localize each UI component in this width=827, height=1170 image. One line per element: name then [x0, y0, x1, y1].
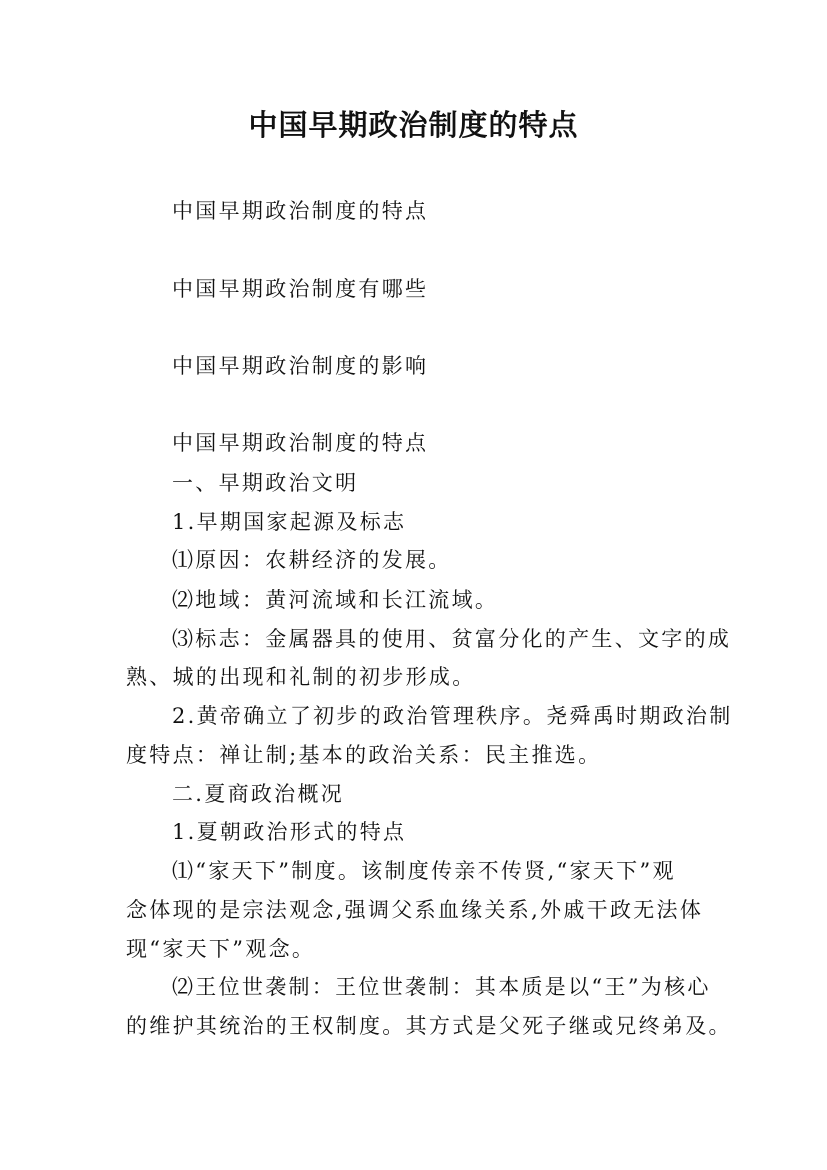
body-line: ⑵王位世袭制：王位世袭制：其本质是以“王”为核心 — [172, 975, 711, 999]
body-line: 的维护其统治的王权制度。其方式是父死子继或兄终弟及。 — [126, 1014, 732, 1038]
toc-item: 中国早期政治制度有哪些 — [172, 277, 429, 301]
body-line: 熟、城的出现和礼制的初步形成。 — [126, 665, 476, 689]
body-line: 念体现的是宗法观念,强调父系血缘关系,外戚干政无法体 — [126, 898, 704, 922]
body-line: 一、早期政治文明 — [172, 471, 359, 495]
body-line: ⑴“家天下”制度。该制度传亲不传贤,“家天下”观 — [172, 859, 676, 883]
body-line: ⑴原因：农耕经济的发展。 — [172, 548, 452, 572]
body-line: 度特点：禅让制;基本的政治关系：民主推选。 — [126, 743, 602, 767]
body-line: ⑶标志：金属器具的使用、贫富分化的产生、文字的成 — [172, 627, 732, 651]
section-heading: 中国早期政治制度的特点 — [172, 431, 429, 455]
document-title: 中国早期政治制度的特点 — [248, 108, 579, 142]
body-line: 2.黄帝确立了初步的政治管理秩序。尧舜禹时期政治制 — [172, 704, 733, 728]
body-line: 现“家天下”观念。 — [126, 937, 316, 961]
body-line: 二.夏商政治概况 — [172, 782, 345, 806]
toc-item: 中国早期政治制度的特点 — [172, 199, 429, 223]
body-line: ⑵地域：黄河流域和长江流域。 — [172, 588, 499, 612]
body-line: 1.早期国家起源及标志 — [172, 510, 407, 534]
toc-item: 中国早期政治制度的影响 — [172, 354, 429, 378]
body-line: 1.夏朝政治形式的特点 — [172, 820, 407, 844]
